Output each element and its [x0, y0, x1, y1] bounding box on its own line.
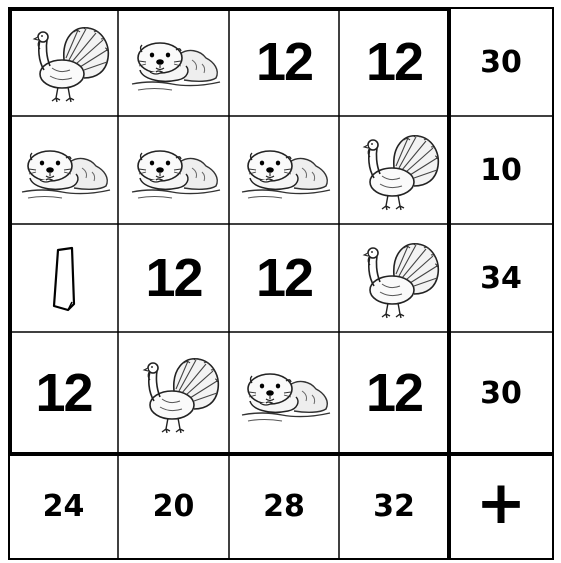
cell-r2-c1 [9, 116, 118, 224]
cell-r4-c2 [118, 332, 229, 454]
otter-icon [124, 20, 224, 104]
cell-r2-c3 [229, 116, 339, 224]
otter-icon [234, 351, 334, 435]
cell-r3-c3: 12 [255, 248, 313, 308]
turkey-icon [344, 236, 444, 320]
otter-icon [234, 128, 334, 212]
cell-r3-c1 [9, 224, 118, 332]
row-sum-2: 10 [480, 152, 522, 188]
turkey-icon [124, 351, 224, 435]
row-sum-4: 30 [480, 375, 522, 411]
column-sum-4: 32 [373, 489, 415, 524]
cell-r1-c1 [9, 8, 118, 116]
cell-r3-c2: 12 [145, 248, 202, 308]
cell-r2-c2 [118, 116, 229, 224]
cell-r1-c3: 12 [255, 32, 313, 92]
row-sum-1: 30 [480, 44, 522, 80]
cell-r4-c1: 12 [35, 363, 92, 423]
column-sum-1: 24 [42, 489, 85, 524]
otter-icon [124, 128, 224, 212]
turkey-icon [14, 20, 114, 104]
feather-icon [14, 236, 114, 320]
turkey-icon [344, 128, 444, 212]
column-sum-3: 28 [263, 489, 305, 524]
cell-r2-c4 [339, 116, 449, 224]
cell-r1-c2 [118, 8, 229, 116]
cell-r3-c4 [339, 224, 449, 332]
plus-operator: + [475, 467, 527, 538]
cell-r4-c3 [229, 332, 339, 454]
cell-r1-c4: 12 [365, 32, 423, 92]
column-sum-2: 20 [152, 489, 195, 524]
cell-r4-c4: 12 [365, 363, 423, 423]
row-sum-3: 34 [480, 260, 522, 296]
otter-icon [14, 128, 114, 212]
